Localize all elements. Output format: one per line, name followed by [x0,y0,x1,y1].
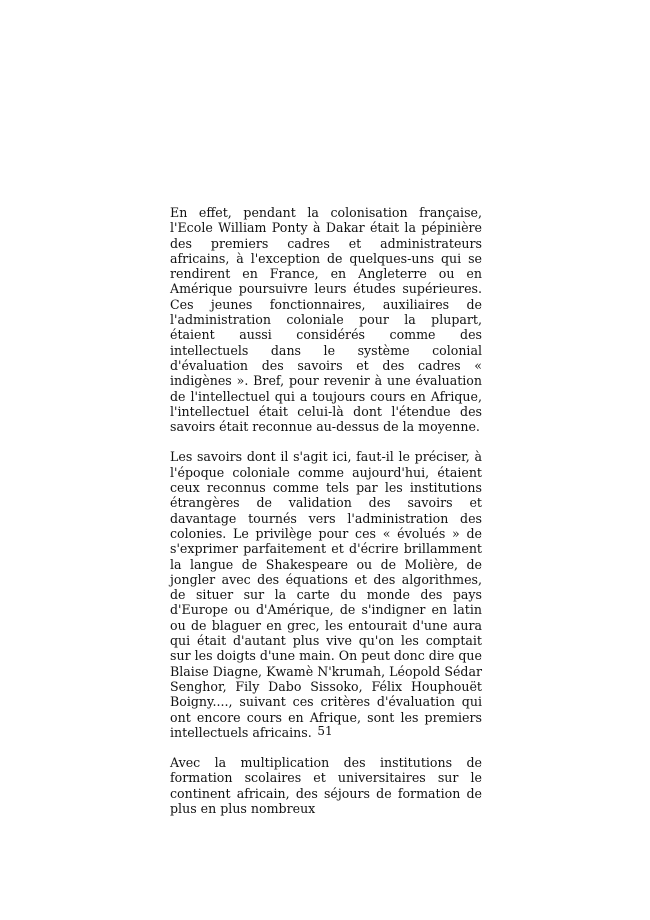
page-number: 51 [317,724,333,738]
paragraph-1: En effet, pendant la colonisation française, l'Ecole William Ponty à Dakar était la pépinière des premiers cadres et administrateurs africains, à l'exception de quelques-uns qui se rendirent en France, en Angleterre ou en Amérique poursuivre leurs études supérieures. Ces jeunes fonctionnaires, auxiliaires de l'administration coloniale pour la plupart, étaient aussi considérés comme des intellectuels dans le système colonial d'évaluation des savoirs et des cadres « indigènes ». Bref, pour revenir à une évaluation de l'intellectuel qui a toujours cours en Afrique, l'intellectuel était celui-là dont l'étendue des savoirs était reconnue au-dessus de la moyenne. [170,205,482,435]
paragraph-3: Avec la multiplication des institutions de formation scolaires et universitaires sur le continent africain, des séjours de formation de plus en plus nombreux [170,755,482,816]
paragraph-2: Les savoirs dont il s'agit ici, faut-il le préciser, à l'époque coloniale comme aujourd'hui, étaient ceux reconnus comme tels par les institutions étrangères de validation des savoirs et davantage tournés vers l'administration des colonies. Le privilège pour ces « évolués » de s'exprimer parfaitement et d'écrire brillamment la langue de Shakespeare ou de Molière, de jongler avec des équations et des algorithmes, de situer sur la carte du monde des pays d'Europe ou d'Amérique, de s'indigner en latin ou de blaguer en grec, les entourait d'une aura qui était d'autant plus vive qu'on les comptait sur les doigts d'une main. On peut donc dire que Blaise Diagne, Kwamè N'krumah, Léopold Sédar Senghor, Fily Dabo Sissoko, Félix Houphouët Boigny...., suivant ces critères d'évaluation qui ont encore cours en Afrique, sont les premiers intellectuels africains. [170,449,482,740]
